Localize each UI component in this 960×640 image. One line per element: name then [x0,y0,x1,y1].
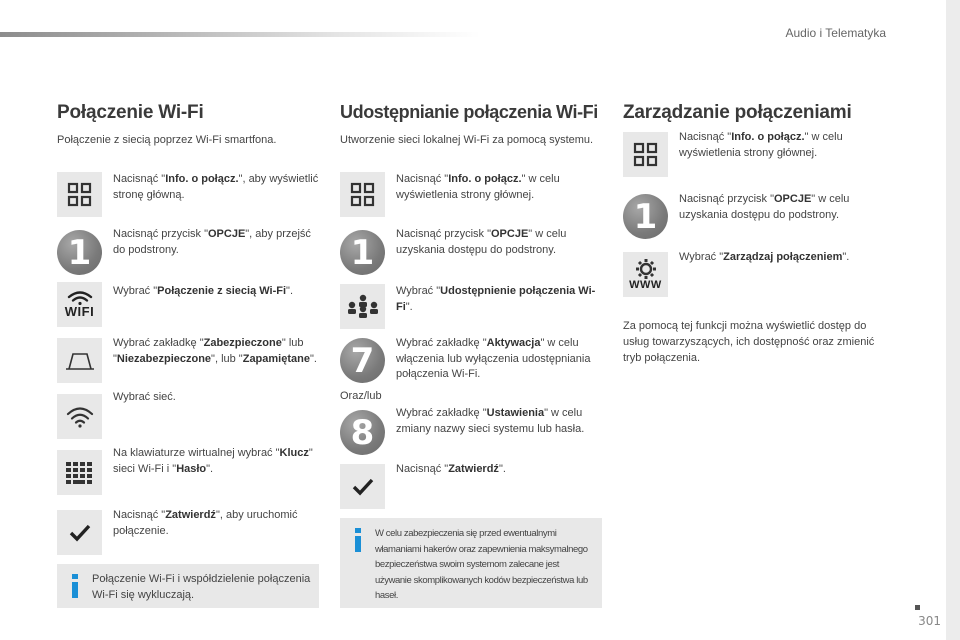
page-number: 301 [918,614,941,628]
column-wifi-connection [57,102,319,601]
step-info-connect [396,172,602,203]
step-text: ", aby przejść do podstrony. [113,228,311,256]
step-options [679,192,885,223]
step-text: Wybrać zakładkę " [113,337,204,349]
step-options [113,227,319,258]
number-badge-1: 1 [57,230,102,275]
step-settings-tab [396,406,602,437]
page-marker [915,605,920,610]
step-text: ". [309,352,317,365]
step-bold: Klucz [279,447,309,459]
step-select-tab [113,336,319,367]
step-text: Wybrać " [396,285,441,297]
step-select-network: Wybrać sieć. [113,391,176,403]
wifi-label-icon [57,282,102,327]
step-bold: Zapamiętane [242,352,310,365]
step-bold: Info. o połącz. [165,173,239,185]
grid-icon [340,172,385,217]
number-badge-1: 1 [340,230,385,275]
step-options [396,227,602,258]
step-text: " lub " [113,337,304,365]
step-text: Wybrać zakładkę " [396,337,487,349]
info-box [57,564,319,608]
step-text: ". [206,462,214,475]
step-text: Na klawiaturze wirtualnej wybrać " [113,447,280,459]
step-bold: Hasło [176,462,207,475]
tab-select-icon [57,338,102,383]
info-text: Połączenie Wi-Fi i współdzielenie połączenia Wi-Fi się wykluczają. [92,573,311,601]
step-text: ", lub " [211,352,243,365]
step-text: ". [498,463,506,475]
column-wifi-sharing [340,102,602,601]
section-title: Audio i Telematyka [785,26,886,40]
step-info-connect [679,130,885,161]
step-text: Nacisnąć " [113,173,166,185]
step-text: " w celu wyświetlenia strony głównej. [396,173,560,201]
step-text: " sieci Wi-Fi i " [113,447,313,475]
step-text: " w celu zmiany nazwy sieci systemu lub hasła. [396,407,585,435]
grid-icon [57,172,102,217]
step-bold: OPCJE [773,193,812,205]
step-text: Nacisnąć " [396,173,449,185]
step-text: ". [286,285,294,297]
step-bold: Zatwierdź [448,463,499,475]
step-text: " w celu wyświetlenia strony głównej. [679,131,843,159]
wifi-sharing-intro: Utworzenie sieci lokalnej Wi-Fi za pomocą systemu. [340,134,594,146]
step-text: " w celu uzyskania dostępu do podstrony. [396,228,567,256]
wifi-label-text: WIFI [64,304,95,319]
step-info-connect [113,172,319,203]
step-text: Nacisnąć przycisk " [679,193,774,205]
info-icon [354,528,362,552]
step-text: " w celu włączenia lub wyłączenia udostępniania połączenia Wi-Fi. [396,337,591,380]
step-manage-connection [679,250,885,266]
keyboard-icon [57,450,102,495]
header-gradient-bar [0,32,480,37]
step-bold: Info. o połącz. [448,173,522,185]
info-box [340,518,602,608]
connection-management-title: Zarządzanie połączeniami [623,102,852,123]
step-text: ", aby uruchomić połączenie. [113,509,298,537]
step-text: Wybrać zakładkę " [396,407,487,419]
info-text: W celu zabezpieczenia się przed ewentualnymi włamaniami hakerów oraz zapewnienia maksymalnego bezpieczeństwa swoim systemom zalecane jest używanie skomplikowanych kodów bezpieczeństwa lub haseł. [375,528,588,601]
column-connection-management [623,102,885,364]
step-text: Nacisnąć " [113,509,166,521]
step-bold: OPCJE [490,228,529,240]
page-edge-strip [946,0,960,640]
wifi-connection-title: Połączenie Wi-Fi [57,102,204,123]
step-bold: Zabezpieczone [203,337,282,349]
step-bold: Ustawienia [486,407,545,419]
wifi-connection-intro: Połączenie z siecią poprzez Wi-Fi smartfona. [57,134,277,146]
step-select-wifi [113,284,319,300]
number-badge-8: 8 [340,410,385,455]
step-confirm [113,508,319,539]
checkmark-icon [57,510,102,555]
step-text: Nacisnąć przycisk " [396,228,491,240]
step-text: Wybrać " [679,251,724,263]
number-badge-1: 1 [623,194,668,239]
www-gear-icon [623,252,668,297]
step-text: Nacisnąć " [679,131,732,143]
step-bold: Aktywacja [486,337,541,349]
number-badge-7: 7 [340,338,385,383]
wifi-sharing-title: Udostępnianie połączenia Wi-Fi [340,102,598,122]
step-bold: Niezabezpieczone [116,352,212,365]
step-bold: Zarządzaj połączeniem [723,251,843,263]
step-text: Nacisnąć " [396,463,449,475]
step-text: Wybrać " [113,285,158,297]
step-select-sharing [396,284,602,315]
step-text: Nacisnąć przycisk " [113,228,208,240]
step-activation-tab [396,336,602,383]
step-bold: Połączenie z siecią Wi-Fi [157,285,287,297]
grid-icon [623,132,668,177]
step-text: " w celu uzyskania dostępu do podstrony. [679,193,850,221]
checkmark-icon [340,464,385,509]
step-bold: Udostępnienie połączenia Wi-Fi [396,285,596,313]
step-bold: Zatwierdź [165,509,216,521]
step-enter-key [113,446,319,477]
connection-management-description: Za pomocą tej funkcji można wyświetlić dostęp do usług towarzyszących, ich dostępność oraz zmienić tryb połączenia. [623,320,875,364]
step-text: ". [842,251,850,263]
step-text: ". [405,300,413,313]
info-icon [71,574,79,598]
step-text: ", aby wyświetlić stronę główną. [113,173,319,201]
or-and-label: Oraz/lub [340,390,382,402]
step-bold: OPCJE [207,228,246,240]
www-label-text: WWW [629,279,662,291]
wifi-icon [57,394,102,439]
people-group-icon [340,284,385,329]
step-confirm [396,462,602,478]
step-bold: Info. o połącz. [731,131,805,143]
